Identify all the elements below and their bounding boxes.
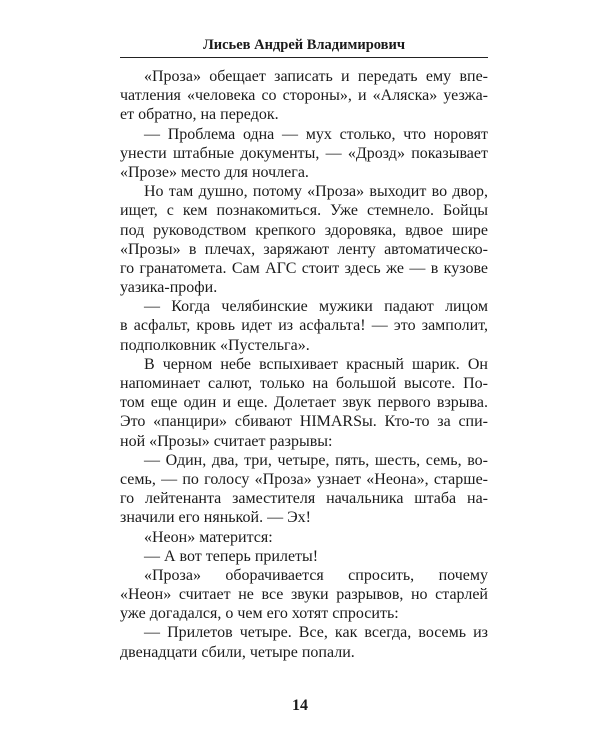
text-line: в асфальт, кровь идет из асфальта! — это замполит, [120,317,488,335]
text-line: В черном небе вспыхивает красный шарик. Он [144,355,488,373]
running-header: Лисьев Андрей Владимирович [202,37,406,53]
text-line: — Проблема одна — мух столько, что норовят [144,125,488,143]
text-line: «Прозы» в плечах, заряжают ленту автоматическо- [120,240,488,258]
text-line: Это «панцири» сбивают HIMARSы. Кто-то за спи- [120,413,488,431]
text-line: го лейтенанта заместителя начальника штаба на- [120,490,488,508]
text-line: под руководством крепкого здоровяка, вдвое шире [120,221,488,239]
text-line: «Прозе» место для ночлега. [120,163,309,181]
text-line: «Проза» обещает записать и передать ему впе- [144,68,488,85]
text-line: ной «Прозы» считает разрывы: [120,432,333,450]
text-line: подполковник «Пустельга». [120,336,310,354]
text-line: Но там душно, потому «Проза» выходит во двор, [144,183,488,201]
text-line: унести штабные документы, — «Дрозд» показывает [120,144,488,162]
text-line: семь, — по голосу «Проза» узнает «Неона», старше- [120,470,488,488]
text-line: уазика-профи. [120,279,218,297]
page-body [120,67,488,662]
text-line: напоминает салют, только на большой высоте. По- [120,375,488,392]
text-line: чатления «человека со стороны», и «Аляска» уезжа- [120,87,488,105]
text-line: значили его нянькой. — Эх! [120,509,311,527]
text-line: том еще один и еще. Долетает звук первого взрыва. [120,394,488,412]
text-line: уже догадался, о чем его хотят спросить: [120,605,399,623]
text-line: «Неон» матерится: [144,528,273,546]
text-line: — Когда челябинские мужики падают лицом [144,298,488,316]
page-number: 14 [292,697,308,714]
text-line: — Прилетов четыре. Все, как всегда, восемь из [144,624,488,642]
header-rule [120,57,488,58]
text-line: ищет, с кем познакомиться. Уже стемнело. Бойцы [120,202,488,220]
text-line: ет обратно, на передок. [120,106,279,124]
text-line: «Проза» оборачивается спросить, почему [144,566,488,584]
text-line: «Неон» считает не все звуки разрывов, но старлей [120,586,488,604]
text-line: — А вот теперь прилеты! [144,547,319,565]
text-line: го гранатомета. Сам АГС стоит здесь же — в кузове [120,259,488,277]
text-line: — Один, два, три, четыре, пять, шесть, семь, во- [144,451,488,469]
text-line: двенадцати сбили, четыре попали. [120,643,355,661]
